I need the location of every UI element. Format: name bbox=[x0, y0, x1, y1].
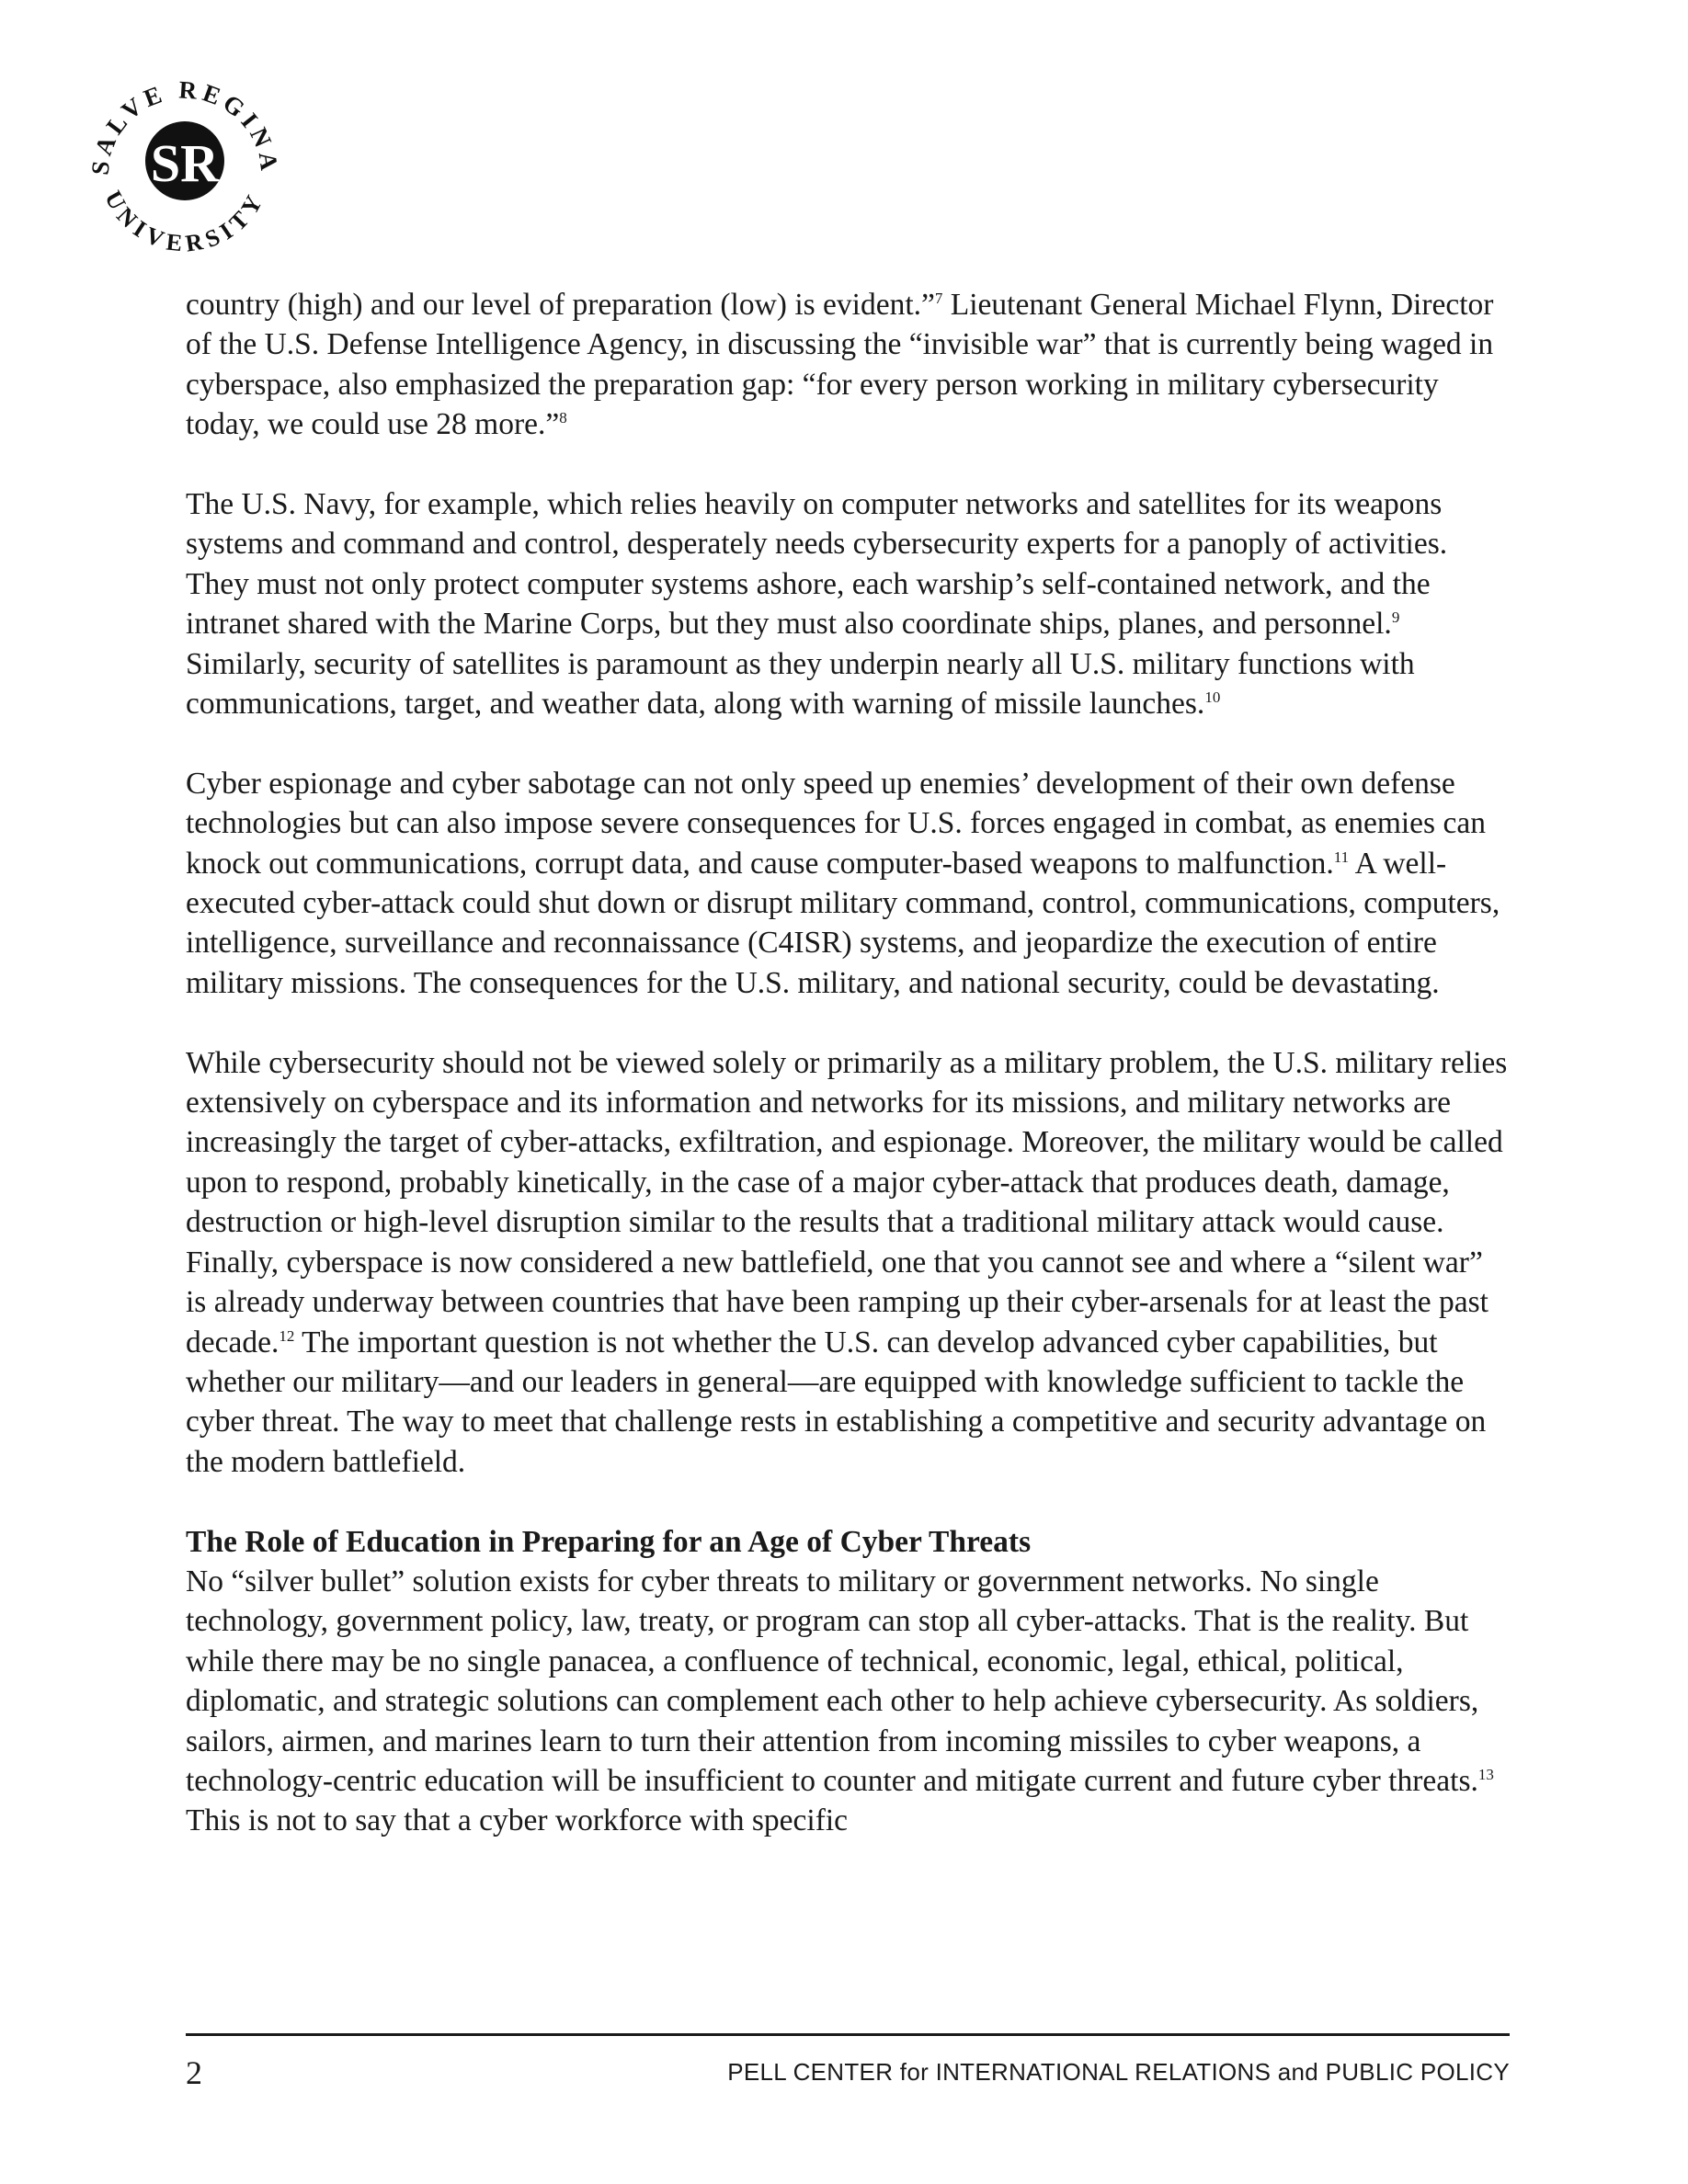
footnote-ref: 12 bbox=[279, 1326, 295, 1345]
body-paragraphs bbox=[186, 285, 1510, 1482]
footer-title: PELL CENTER for INTERNATIONAL RELATIONS and PUBLIC POLICY bbox=[727, 2058, 1510, 2086]
text-run: No “silver bullet” solution exists for cyber threats to military or government networks. No single technology, government policy, law, treaty, or program can stop all cyber-attacks. That is the reality. But while there may be no single panacea, a confluence of technical, economic, legal, ethical, political, diplomatic, and strategic solutions can complement each other to help achieve cybersecurity. As soldiers, sailors, airmen, and marines learn to turn their attention from incoming missiles to cyber weapons, a technology-centric education will be insufficient to counter and mitigate current and future cyber threats. bbox=[186, 1564, 1479, 1798]
text-run: The important question is not whether the U.S. can develop advanced cyber capabilities, but whether our military—and our leaders in general—are equipped with knowledge sufficient to tackle the cyber threat. The way to meet that challenge rests in establishing a competitive and security advantage on the modern battlefield. bbox=[186, 1325, 1487, 1479]
text-run: While cybersecurity should not be viewed solely or primarily as a military problem, the U.S. military relies extensively on cyberspace and its information and networks for its missions, and military networks are increasingly the target of cyber-attacks, exfiltration, and espionage. Moreover, the military would be called upon to respond, probably kinetically, in the case of a major cyber-attack that produces death, damage, destruction or high-level disruption similar to the results that a traditional military attack would cause. Finally, cyberspace is now considered a new battlefield, one that you cannot see and where a “silent war” is already underway between countries that have been ramping up their cyber-arsenals for at least the past decade. bbox=[186, 1045, 1508, 1359]
text-run: The U.S. Navy, for example, which relies heavily on computer networks and satellites for its weapons systems and command and control, desperately needs cybersecurity experts for a panoply of activities. They must not only protect computer systems ashore, each warship’s self-contained network, and the intranet shared with the Marine Corps, but they must also coordinate ships, planes, and personnel. bbox=[186, 487, 1448, 642]
section-heading: The Role of Education in Preparing for an Age of Cyber Threats bbox=[186, 1524, 1032, 1559]
body-paragraph bbox=[186, 484, 1510, 723]
text-run: Lieutenant General Michael Flynn, Director of the U.S. Defense Intelligence Agency, in discussing the “invisible war” that is currently being waged in cyberspace, also emphasized the preparation gap: “for every person working in military cybersecurity today, we could use 28 more.” bbox=[186, 288, 1494, 442]
body-paragraph bbox=[186, 1043, 1510, 1482]
footnote-ref: 9 bbox=[1391, 609, 1400, 627]
footnote-ref: 11 bbox=[1333, 847, 1350, 866]
article-body bbox=[186, 285, 1510, 1841]
footnote-ref: 10 bbox=[1204, 688, 1221, 706]
footer-rule bbox=[186, 2033, 1510, 2036]
footnote-ref: 8 bbox=[559, 409, 567, 427]
footnote-ref: 13 bbox=[1477, 1765, 1494, 1783]
body-paragraph bbox=[186, 764, 1510, 1003]
text-run: country (high) and our level of preparation (low) is evident.” bbox=[186, 288, 935, 322]
text-run: This is not to say that a cyber workforce with specific bbox=[186, 1803, 849, 1838]
footnote-ref: 7 bbox=[934, 289, 943, 307]
svg-text:UNIVERSITY: UNIVERSITY bbox=[99, 186, 270, 257]
university-seal-icon bbox=[81, 57, 289, 265]
body-paragraph bbox=[186, 285, 1510, 445]
text-run: A well-executed cyber-attack could shut down or disrupt military command, control, communications, computers, intelligence, surveillance and reconnaissance (C4ISR) systems, and jeopardize the execution of entire military missions. The consequences for the U.S. military, and national security, could be devastating. bbox=[186, 846, 1500, 1000]
svg-text:SALVE REGINA: SALVE REGINA bbox=[86, 75, 284, 176]
section-paragraph bbox=[186, 1562, 1510, 1841]
text-run: Cyber espionage and cyber sabotage can not only speed up enemies’ development of their own defense technologies but can also impose severe consequences for U.S. forces engaged in combat, as enemies can knock out communications, corrupt data, and cause computer-based weapons to malfunction. bbox=[186, 766, 1486, 881]
page-number: 2 bbox=[186, 2054, 202, 2091]
svg-text:SR: SR bbox=[150, 133, 220, 193]
text-run: Similarly, security of satellites is paramount as they underpin nearly all U.S. military functions with communications, target, and weather data, along with warning of missile launches. bbox=[186, 646, 1415, 722]
